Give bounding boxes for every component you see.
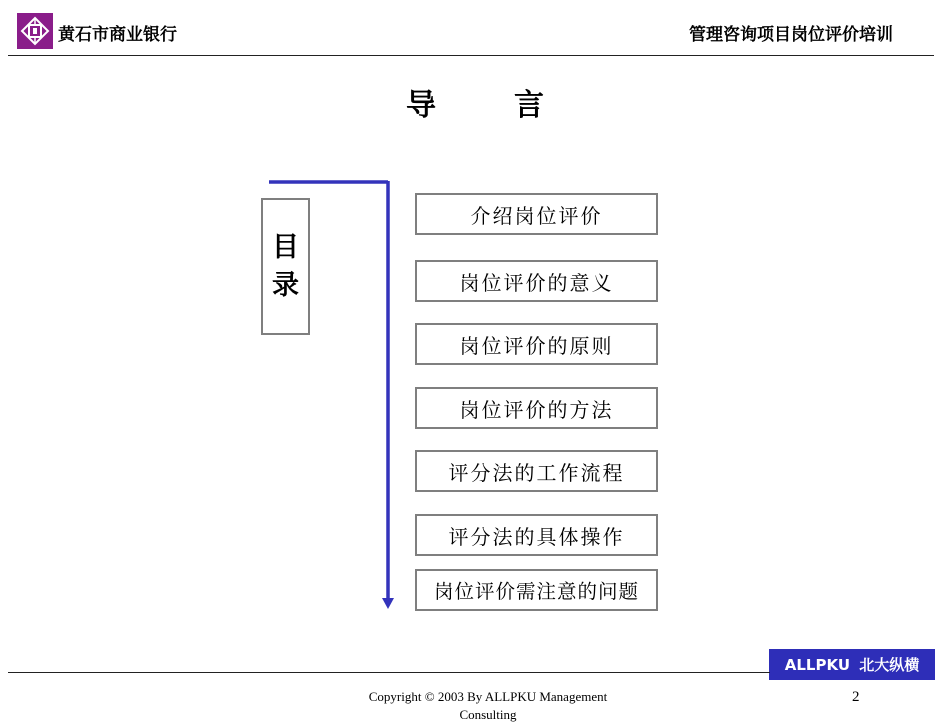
bank-name: 黄石市商业银行 [58, 25, 177, 45]
bank-logo-icon [17, 13, 53, 49]
header-title: 管理咨询项目岗位评价培训 [689, 25, 893, 45]
toc-label-char: 录 [272, 269, 299, 301]
page-number: 2 [852, 689, 860, 705]
toc-item[interactable]: 岗位评价需注意的问题 [415, 569, 658, 611]
toc-item[interactable]: 评分法的具体操作 [415, 514, 658, 556]
header-divider [8, 55, 934, 56]
toc-item[interactable]: 评分法的工作流程 [415, 450, 658, 492]
toc-bracket [260, 176, 400, 616]
allpku-badge: ALLPKU 北大纵横 [769, 649, 935, 680]
slide-title: 导言 [406, 88, 622, 123]
toc-item[interactable]: 岗位评价的意义 [415, 260, 658, 302]
toc-label-char: 目 [272, 231, 299, 263]
footer-divider [8, 672, 770, 673]
toc-item[interactable]: 岗位评价的原则 [415, 323, 658, 365]
down-arrow-icon [382, 598, 394, 609]
toc-item[interactable]: 岗位评价的方法 [415, 387, 658, 429]
toc-item[interactable]: 介绍岗位评价 [415, 193, 658, 235]
copyright-text: Copyright © 2003 By ALLPKU Management Consulting [368, 689, 608, 722]
